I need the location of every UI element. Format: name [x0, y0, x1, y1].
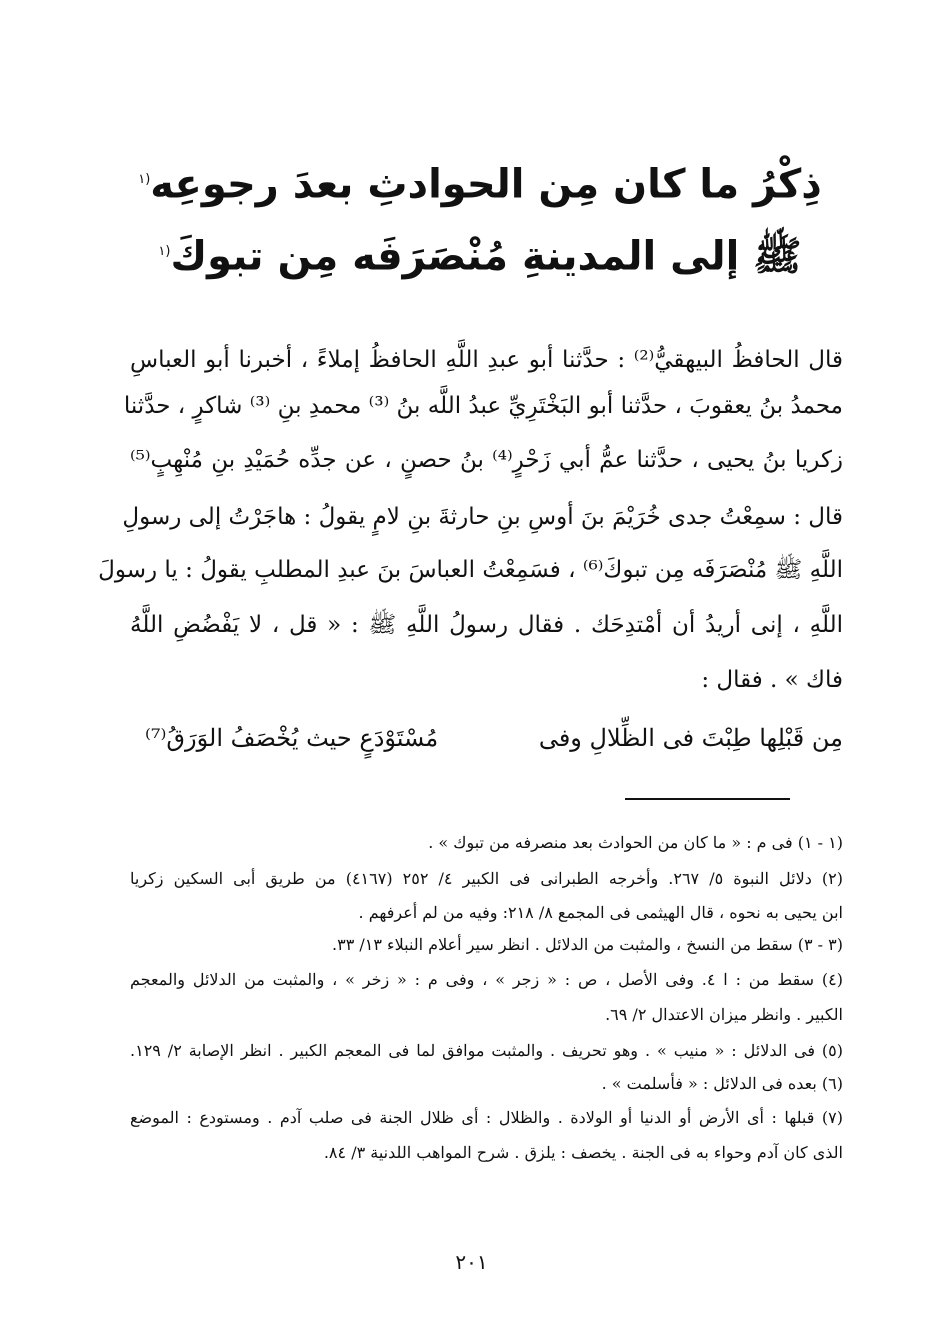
footnote-separator: [625, 798, 790, 800]
verse-hemistich-2: مُسْتَوْدَعٍ حيث يُخْصَفُ الوَرَقُ⁽⁷⁾: [145, 724, 439, 752]
footnote-line: (٧) قبلها : أى الأرض أو الدنيا أو الولادة . والظلال : أى ظلال الجنة فى صلب آدم . ومستودع : الموضع: [130, 1108, 844, 1127]
footnote-line: (١ - ١) فى م : « ما كان من الحوادث بعد منصرفه من تبوك » .: [428, 833, 843, 852]
title-footnote-mark-1: (١: [138, 172, 151, 187]
title-text-2: ﷺ إلى المدينةِ مُنْصَرَفَه مِن تبوكَ: [170, 233, 802, 280]
title-footnote-mark-2: (١: [158, 244, 171, 259]
chapter-title-line-2: [130, 222, 830, 286]
footnote-line: (٢) دلائل النبوة ٥/ ٢٦٧. وأخرجه الطبرانى فى الكبير ٤/ ٢٥٢ (٤١٦٧) من طريق أبى السكين زكريا: [130, 869, 844, 888]
body-line: فاك » . فقال :: [701, 667, 843, 693]
page-number: ٢٠١: [455, 1250, 488, 1274]
body-line: اللَّهِ ، إنى أريدُ أن أمْتدِحَك . فقال رسولُ اللَّهِ ﷺ : « قل ، لا يَفْضُضِ اللَّهُ: [130, 612, 843, 638]
footnote-line: الذى كان آدم وحواء به فى الجنة . يخصف : يلزق . شرح المواهب اللدنية ٣/ ٨٤.: [323, 1143, 843, 1162]
footnote-line: (٥) فى الدلائل : « منيب » . وهو تحريف . والمثبت موافق لما فى المعجم الكبير . انظر الإصابة ٢/ ١٢٩.: [130, 1041, 843, 1060]
body-line: قال : سمِعْتُ جدى خُرَيْمَ بنَ أوسِ بنِ حارثةَ بنِ لامٍ يقولُ : هاجَرْتُ إلى رسولِ: [122, 504, 843, 530]
body-line: محمدُ بنُ يعقوبَ ، حدَّثنا أبو البَخْتَرِيِّ عبدُ اللَّه بنُ ⁽³⁾ محمدِ بنِ ⁽³⁾ شاكرٍ ، حدَّثنا: [123, 393, 843, 419]
footnote-line: الكبير . وانظر ميزان الاعتدال ٢/ ٦٩.: [605, 1005, 843, 1024]
footnote-line: (٤) سقط من : ا ٤. وفى الأصل ، ص : « زجر » ، وفى م : « زخر » ، والمثبت من الدلائل والمعجم: [130, 970, 844, 989]
body-line: قال الحافظُ البيهقيُّ⁽²⁾ : حدَّثنا أبو عبدِ اللَّهِ الحافظُ إملاءً ، أخبرنا أبو العباسِ: [130, 347, 844, 373]
verse-hemistich-1: مِن قَبْلِها طِبْتَ فى الظِّلالِ وفى: [538, 724, 843, 752]
body-line: اللَّهِ ﷺ مُنْصَرَفَه مِن تبوكَ⁽⁶⁾ ، فسَمِعْتُ العباسَ بنَ عبدِ المطلبِ يقولُ : يا رسولَ: [98, 557, 843, 583]
chapter-title-line-1: [130, 150, 830, 214]
body-line: زكريا بنُ يحيى ، حدَّثنا عمُّ أبي زَحْرٍ⁽⁴⁾ بنُ حصنٍ ، عن جدِّه حُمَيْدِ بنِ مُنْهِبٍ⁽⁵⁾: [130, 447, 843, 473]
footnote-line: ابن يحيى به نحوه ، قال الهيثمى فى المجمع ٨/ ٢١٨: وفيه من لم أعرفهم .: [358, 903, 843, 922]
footnote-line: (٣ - ٣) سقط من النسخ ، والمثبت من الدلائل . انظر سير أعلام النبلاء ١٣/ ٣٣.: [332, 935, 843, 954]
title-text-1: ذِكْرُ ما كان مِن الحوادثِ بعدَ رجوعِه: [150, 161, 822, 208]
footnote-line: (٦) بعده فى الدلائل : « فأسلمت » .: [601, 1074, 843, 1093]
